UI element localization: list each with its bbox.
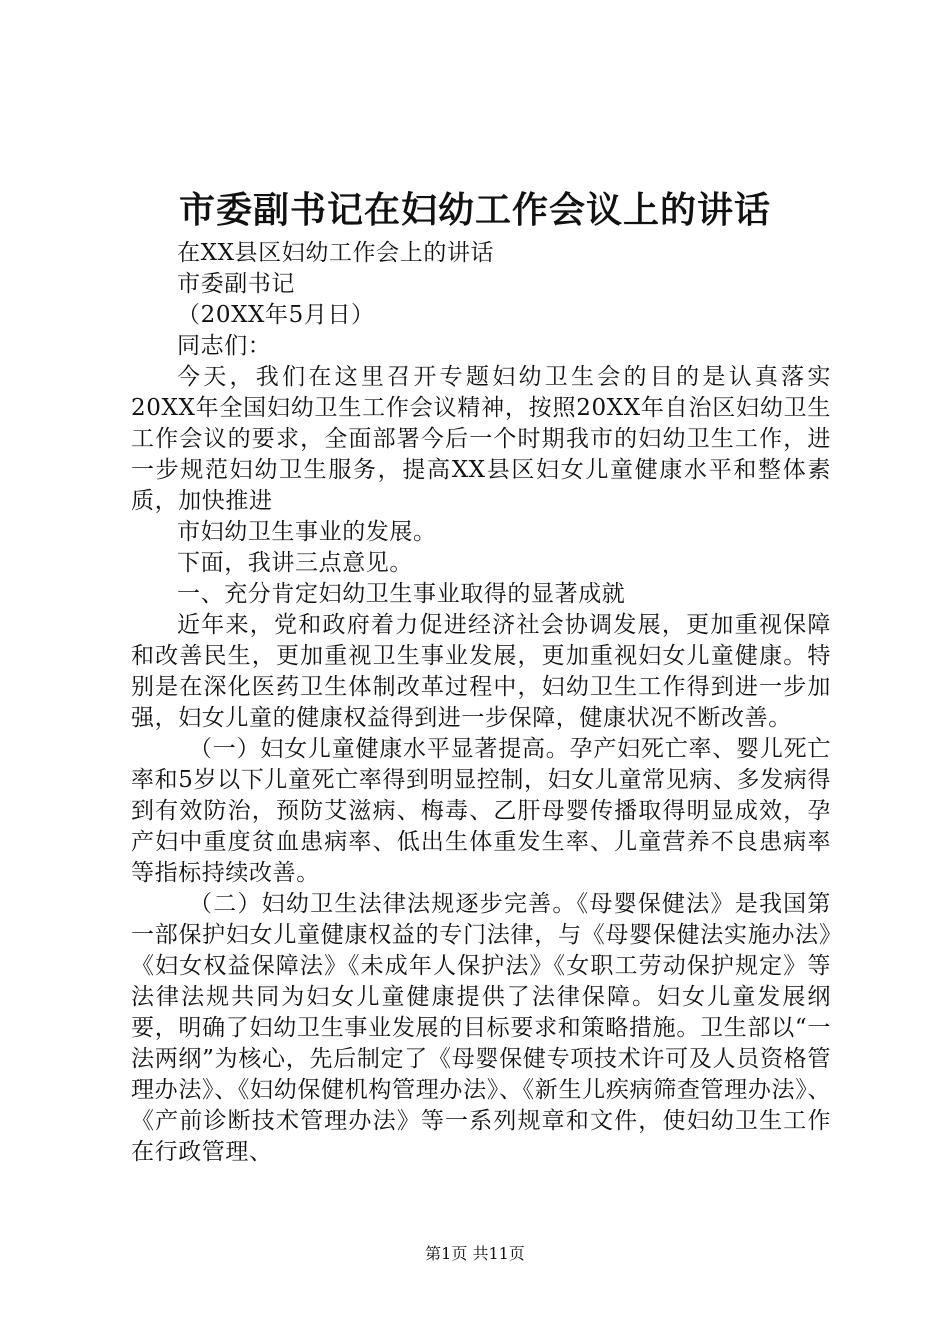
paragraph-achievements: 近年来，党和政府着力促进经济社会协调发展，更加重视保障和改善民生，更加重视卫生事业发展，更加重视妇女儿童健康。特别是在深化医药卫生体制改革过程中，妇幼卫生工作得到进一步加强，妇女儿童的健康权益得到进一步保障，健康状况不断改善。 xyxy=(131,612,831,731)
paragraph-point-1: （一）妇女儿童健康水平显著提高。孕产妇死亡率、婴儿死亡率和5岁以下儿童死亡率得到明显控制，妇女儿童常见病、多发病得到有效防治，预防艾滋病、梅毒、乙肝母婴传播取得明显成效，孕产妇中重度贫血患病率、低出生体重发生率、儿童营养不良患病率等指标持续改善。 xyxy=(131,736,831,886)
document-title: 市委副书记在妇幼工作会议上的讲话 xyxy=(178,189,771,231)
paragraph-date: （20XX年5月日） xyxy=(177,302,375,328)
paragraph-point-2: （二）妇幼卫生法律法规逐步完善。《母婴保健法》是我国第一部保护妇女儿童健康权益的专门法律，与《母婴保健法实施办法》《妇女权益保障法》《未成年人保护法》《女职工劳动保护规定》等法律法规共同为妇女儿童健康提供了法律保障。妇女儿童发展纲要，明确了妇幼卫生事业发展的目标要求和策略措施。卫生部以“一法两纲”为核心，先后制定了《母婴保健专项技术许可及人员资格管理办法》、《妇幼保健机构管理办法》、《新生儿疾病筛查管理办法》、《产前诊断技术管理办法》等一系列规章和文件，使妇幼卫生工作在行政管理、 xyxy=(131,891,831,1165)
paragraph-outline: 下面，我讲三点意见。 xyxy=(177,550,413,576)
paragraph-opening: 今天，我们在这里召开专题妇幼卫生会的目的是认真落实20XX年全国妇幼卫生工作会议精神，按照20XX年自治区妇幼卫生工作会议的要求，全面部署今后一个时期我市的妇幼卫生工作，进一步规范妇幼卫生服务，提高XX县区妇女儿童健康水平和整体素质，加快推进 xyxy=(131,364,831,514)
page-number: 第1页 共11页 xyxy=(425,1244,525,1263)
section-heading-1: 一、充分肯定妇幼卫生事业取得的显著成就 xyxy=(177,581,626,607)
paragraph-speaker: 市委副书记 xyxy=(177,271,295,297)
document-body xyxy=(131,238,831,1168)
paragraph-salutation: 同志们： xyxy=(177,333,272,359)
paragraph-heading-venue: 在XX县区妇幼工作会上的讲话 xyxy=(177,240,495,266)
paragraph-opening-cont: 市妇幼卫生事业的发展。 xyxy=(177,519,437,545)
